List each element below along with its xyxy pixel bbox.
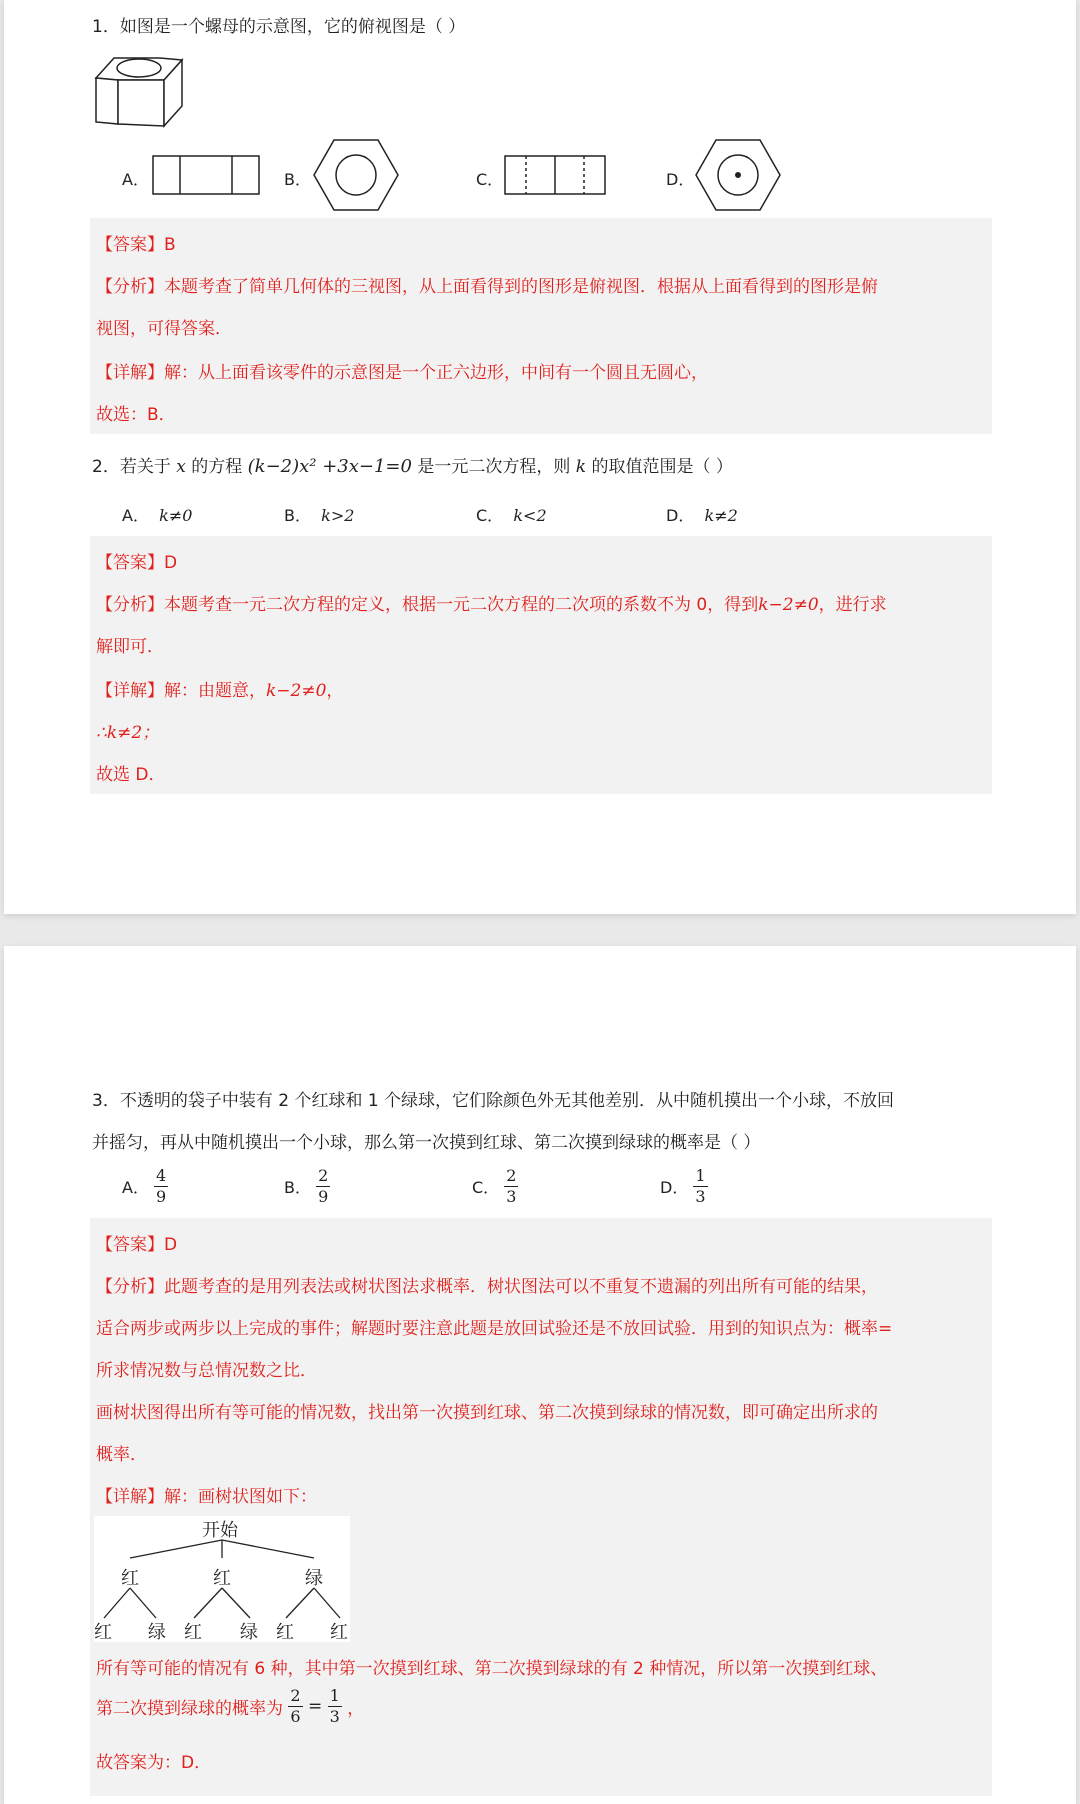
q2-analysis-line1: 【分析】本题考查一元二次方程的定义，根据一元二次方程的二次项的系数不为 0，得到k−2≠0，进行求 [96, 595, 887, 615]
q1-detail: 【详解】解：从上面看该零件的示意图是一个正六边形，中间有一个圆且无圆心， [96, 363, 708, 383]
q1-stem: 1．如图是一个螺母的示意图，它的俯视图是（ ） [92, 17, 466, 37]
q3-analysis-line4: 画树状图得出所有等可能的情况数，找出第一次摸到红球、第二次摸到绿球的情况数，即可确定出所求的 [96, 1403, 878, 1423]
q2-stem-part-b: 的方程 [191, 457, 243, 477]
q1-option-c-label: C． [476, 170, 504, 189]
q2-option-b[interactable]: B． k>2 [284, 506, 355, 525]
q1-analysis-line2: 视图，可得答案． [96, 319, 232, 339]
q2-option-c[interactable]: C． k<2 [476, 506, 547, 525]
q1-option-c-figure[interactable] [504, 155, 608, 195]
tree-level2-node: 绿 [240, 1622, 258, 1643]
q2-option-a[interactable]: A． k≠0 [122, 506, 193, 525]
q1-analysis-line1: 【分析】本题考查了简单几何体的三视图，从上面看得到的图形是俯视图．根据从上面看得到的图形是俯 [96, 277, 878, 297]
q1-choice: 故选：B． [96, 405, 176, 425]
q2-option-d[interactable]: D． k≠2 [666, 506, 738, 525]
q3-stem-line2: 并摇匀，再从中随机摸出一个小球，那么第一次摸到红球、第二次摸到绿球的概率是（ ） [92, 1133, 761, 1153]
q2-stem-part-c: 是一元二次方程，则 [417, 457, 571, 477]
q2-therefore: ∴k≠2； [96, 723, 160, 743]
q2-stem-part-d: 的取值范围是（ ） [591, 457, 733, 477]
q3-analysis-line3: 所求情况数与总情况数之比． [96, 1361, 317, 1381]
q1-option-a-label: A． [122, 170, 149, 189]
q2-stem-var-k: k [575, 457, 587, 477]
q2-analysis-line2: 解即可． [96, 637, 164, 657]
q3-option-d[interactable]: D． $\frac{1}{3}$ [660, 1166, 706, 1206]
tree-level1-node: 红 [121, 1568, 139, 1589]
q2-answer-box [90, 536, 992, 794]
nut-figure [90, 48, 200, 128]
q1-option-d-figure[interactable] [694, 138, 782, 212]
tree-level2-node: 红 [276, 1622, 294, 1643]
q3-detail: 【详解】解：画树状图如下： [96, 1487, 317, 1507]
q3-analysis-line5: 概率． [96, 1445, 147, 1465]
document-page-2 [4, 946, 1076, 1804]
q3-option-c[interactable]: C． $\frac{2}{3}$ [472, 1166, 517, 1206]
document-page-1 [4, 0, 1076, 914]
q1-option-b-label: B． [284, 170, 311, 189]
q2-detail: 【详解】解：由题意，k−2≠0， [96, 681, 344, 701]
tree-level2-node: 绿 [148, 1622, 166, 1643]
q3-answer: 【答案】D [96, 1235, 178, 1255]
q1-option-d-label: D． [666, 170, 695, 189]
q3-stem-line1: 3．不透明的袋子中装有 2 个红球和 1 个绿球，它们除颜色外无其他差别．从中随机摸出一个小球，不放回 [92, 1091, 895, 1111]
tree-root: 开始 [202, 1520, 238, 1541]
q3-option-a[interactable]: A． $\frac{4}{9}$ [122, 1166, 167, 1206]
q3-final: 故答案为：D． [96, 1753, 212, 1773]
q2-answer: 【答案】D [96, 553, 178, 573]
q3-analysis-line1: 【分析】此题考查的是用列表法或树状图法求概率．树状图法可以不重复不遗漏的列出所有可能的结果， [96, 1277, 878, 1297]
q2-stem-part-a: 2．若关于 [92, 457, 171, 477]
tree-level1-node: 红 [213, 1568, 231, 1589]
q1-option-a-figure[interactable] [152, 155, 262, 195]
q3-analysis-line2: 适合两步或两步以上完成的事件；解题时要注意此题是放回试验还是不放回试验．用到的知识点为：概率= [96, 1319, 893, 1339]
q3-result-line2: 第二次摸到绿球的概率为 $\frac{2}{6}$ = $\frac{1}{3}$ ， [96, 1686, 365, 1726]
q2-stem-var-x: x [176, 457, 186, 477]
q1-answer: 【答案】B [96, 235, 176, 255]
q1-answer-box [90, 218, 992, 434]
tree-level2-node: 红 [94, 1622, 112, 1643]
probability-tree-diagram [94, 1516, 350, 1642]
q3-result-line1: 所有等可能的情况有 6 种，其中第一次摸到红球、第二次摸到绿球的有 2 种情况，所以第一次摸到红球、 [96, 1659, 888, 1679]
tree-level2-node: 红 [330, 1622, 348, 1643]
tree-level1-node: 绿 [305, 1568, 323, 1589]
q3-answer-box [90, 1218, 992, 1796]
tree-level2-node: 红 [184, 1622, 202, 1643]
q2-equation: (k−2)x² +3x−1=0 [247, 456, 412, 477]
q2-choice: 故选 D． [96, 765, 166, 785]
q3-option-b[interactable]: B． $\frac{2}{9}$ [284, 1166, 329, 1206]
q1-option-b-figure[interactable] [312, 138, 400, 212]
q2-stem [92, 452, 733, 477]
